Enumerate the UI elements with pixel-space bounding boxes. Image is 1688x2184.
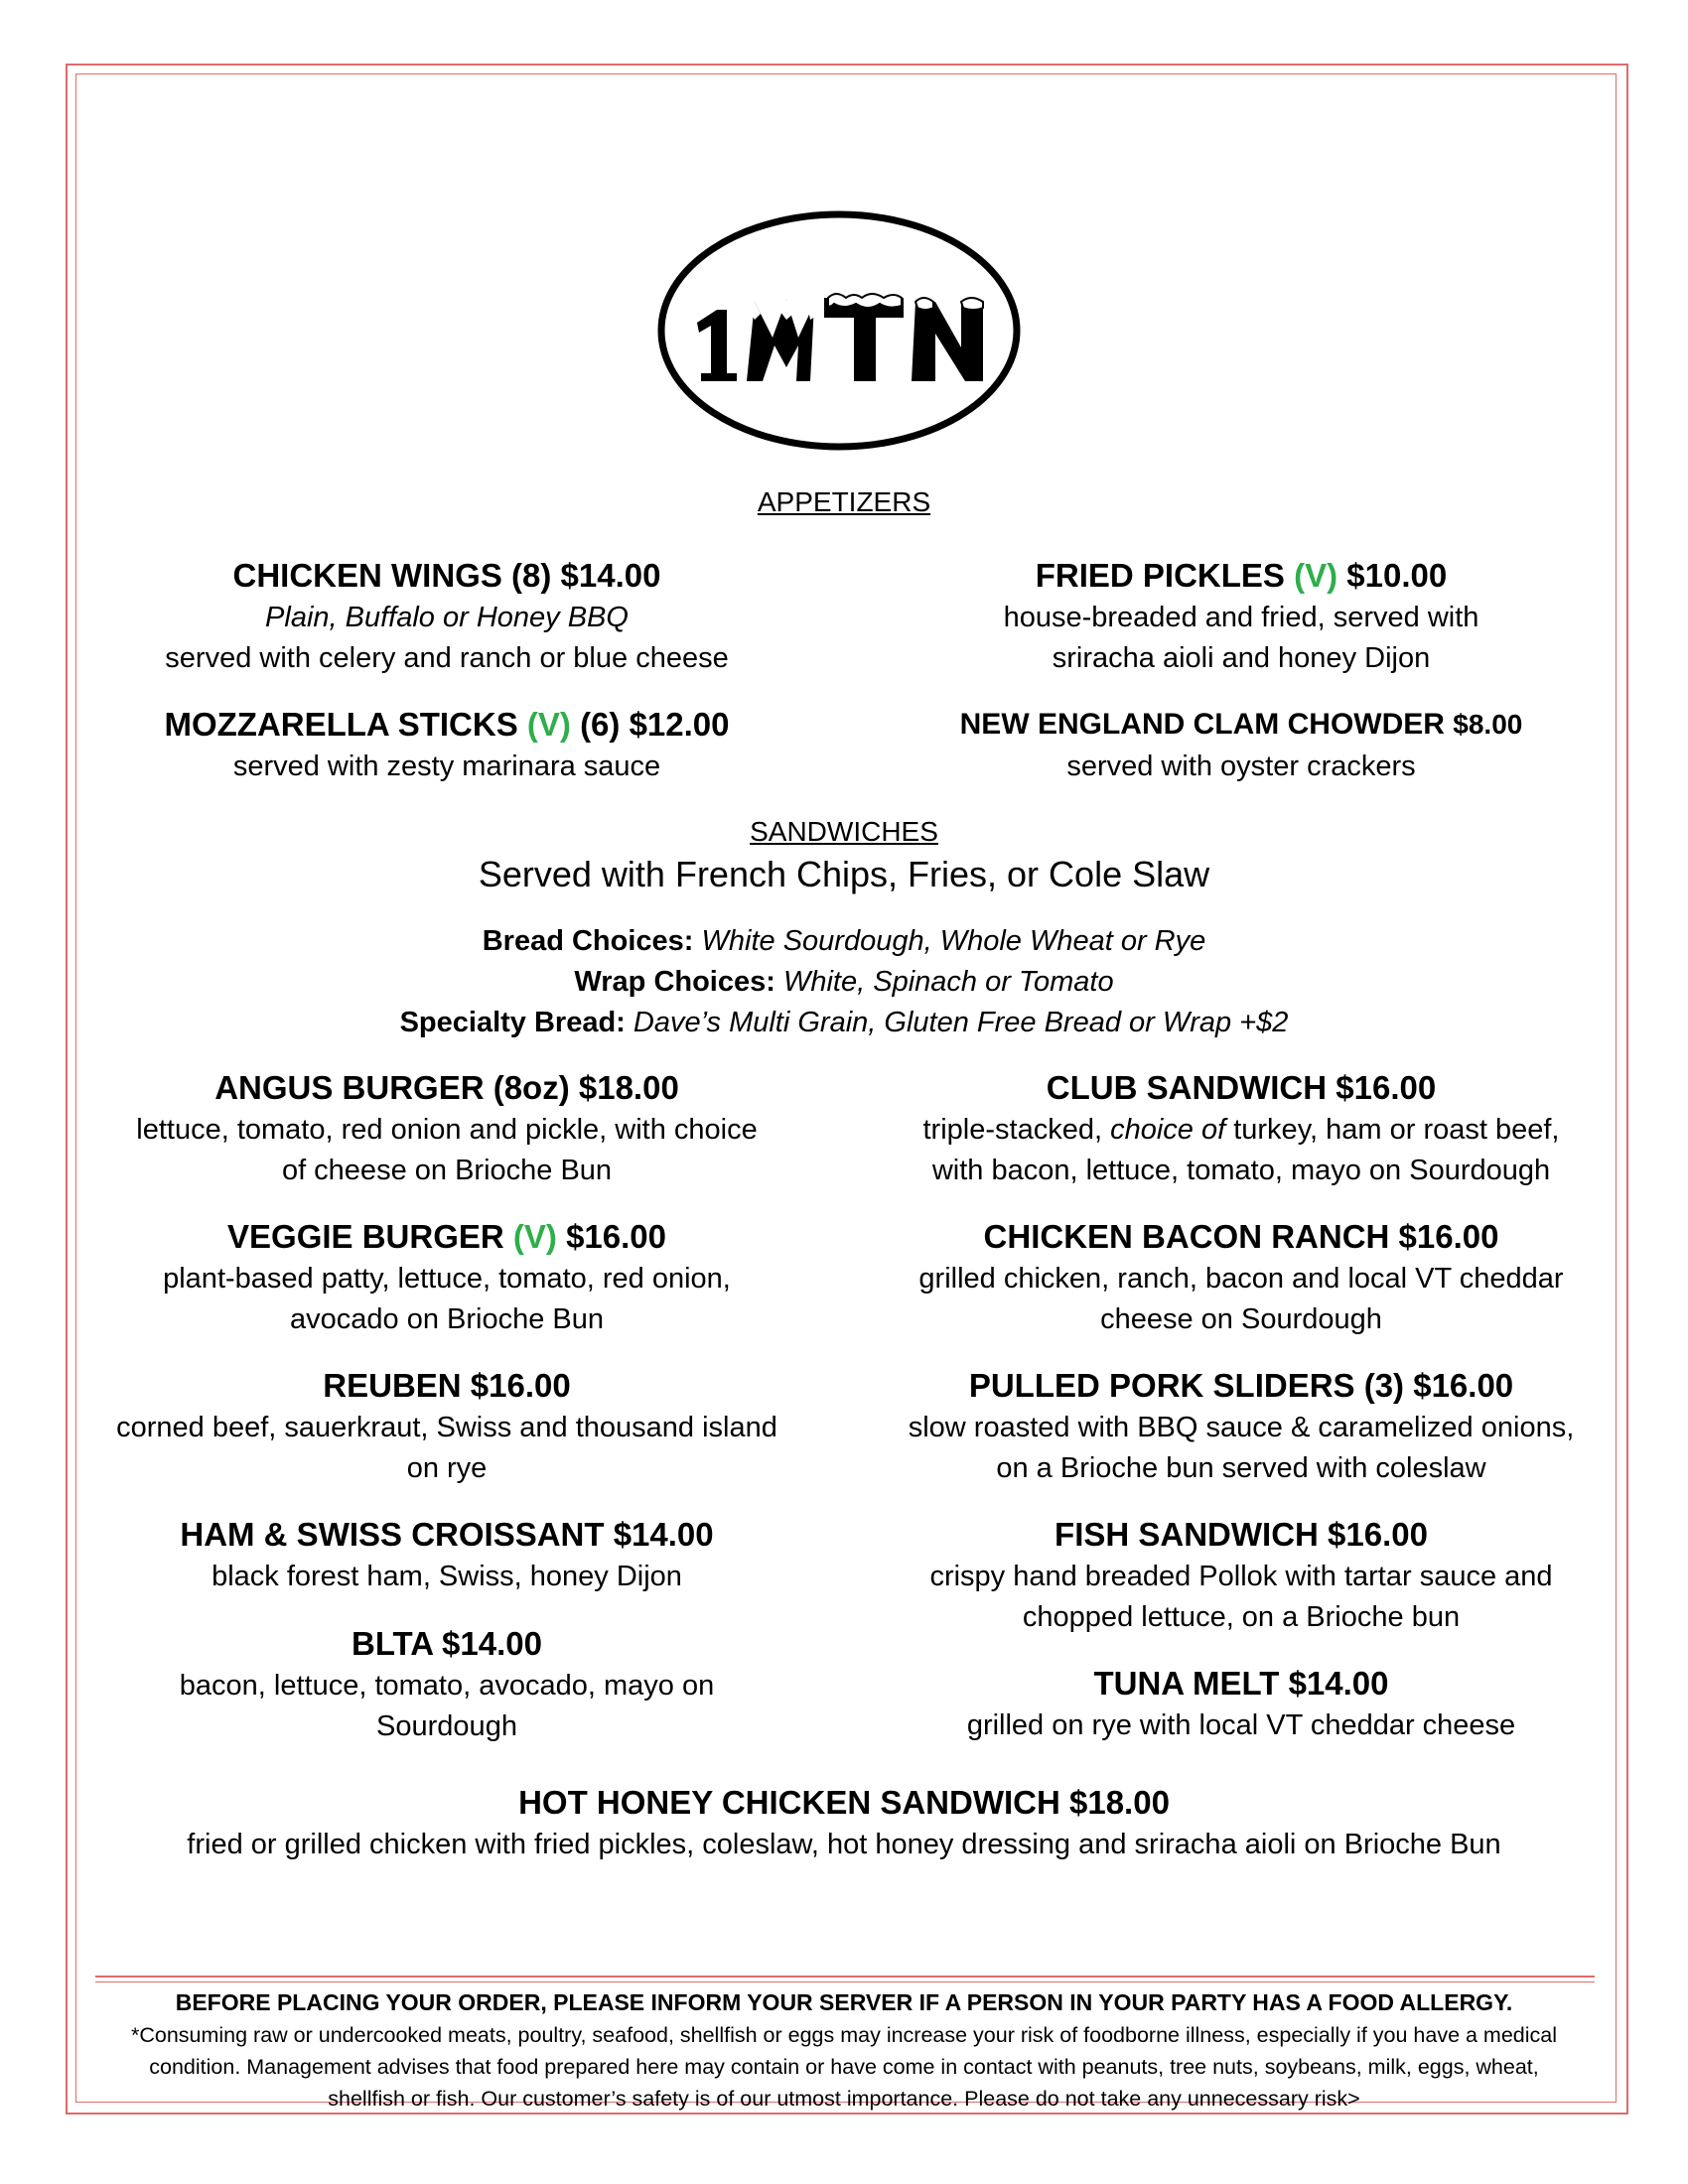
item-desc: crispy hand breaded Pollok with tartar sauce and — [929, 1561, 1553, 1592]
allergy-notice: BEFORE PLACING YOUR ORDER, PLEASE INFORM YOUR SERVER IF A PERSON IN YOUR PARTY HAS A FOOD ALLERGY. — [175, 1989, 1513, 2015]
item-desc: house-breaded and fried, served with — [1003, 602, 1479, 633]
item-desc: served with oyster crackers — [1066, 751, 1416, 782]
sandwiches-subtitle: Served with French Chips, Fries, or Cole Slaw — [478, 854, 1210, 894]
item-desc: Sourdough — [376, 1710, 517, 1742]
specialty-value: Dave’s Multi Grain, Gluten Free Bread or Wrap +$2 — [633, 1007, 1289, 1038]
menu-item-reuben — [89, 1364, 804, 1489]
vegetarian-badge: (V) — [512, 1218, 557, 1255]
wrap-value: White, Spinach or Tomato — [782, 966, 1114, 998]
menu-item-ham-swiss-croissant — [89, 1513, 804, 1597]
logo-1mtn — [655, 206, 1023, 455]
item-desc: corned beef, sauerkraut, Swiss and thousand island — [116, 1412, 777, 1443]
item-desc: avocado on Brioche Bun — [290, 1303, 604, 1335]
menu-item-hot-honey-chicken — [0, 1781, 1688, 1865]
item-name: ANGUS BURGER (8oz) $18.00 — [214, 1069, 679, 1106]
item-price: $14.00 — [560, 557, 661, 594]
item-desc: fried or grilled chicken with fried pickles, coleslaw, hot honey dressing and sriracha aioli on Brioche Bun — [187, 1829, 1501, 1860]
item-price: $16.00 — [566, 1218, 666, 1255]
bread-choices — [0, 921, 1688, 1043]
item-desc: bacon, lettuce, tomato, avocado, mayo on — [179, 1670, 715, 1702]
item-name: VEGGIE BURGER — [227, 1218, 504, 1255]
item-name: CLUB SANDWICH $16.00 — [1046, 1069, 1437, 1106]
item-name: TUNA MELT $14.00 — [1093, 1665, 1389, 1702]
bread-label: Bread Choices: — [482, 925, 694, 957]
item-desc-italic: choice of — [1110, 1114, 1226, 1146]
item-desc: grilled on rye with local VT cheddar cheese — [966, 1709, 1516, 1741]
item-name: NEW ENGLAND CLAM CHOWDER — [959, 708, 1445, 741]
menu-item-fish-sandwich — [874, 1513, 1609, 1638]
item-name: MOZZARELLA STICKS — [164, 706, 518, 743]
item-desc: slow roasted with BBQ sauce & caramelized onions, — [908, 1412, 1575, 1443]
menu-item-clam-chowder — [874, 703, 1609, 787]
item-name: REUBEN $16.00 — [323, 1367, 571, 1404]
item-desc: on rye — [406, 1452, 488, 1484]
bread-value: White Sourdough, Whole Wheat or Rye — [701, 925, 1206, 957]
item-desc: turkey, ham or roast beef, — [1233, 1114, 1560, 1146]
item-name: BLTA $14.00 — [352, 1625, 542, 1662]
item-name: CHICKEN WINGS (8) — [232, 557, 552, 594]
item-desc: sriracha aioli and honey Dijon — [1052, 642, 1431, 674]
item-desc-italic: Plain, Buffalo or Honey BBQ — [265, 602, 629, 633]
food-safety-disclaimer: *Consuming raw or undercooked meats, poultry, seafood, shellfish or eggs may increase your risk of foodborne illness, especially if you have a medical condition. Management advises that food prepared here may contain or have come in contact with peanuts, tree nuts, soybeans, milk, eggs, wheat, shellfish or fish. Our customer’s safety is of our utmost importance. Please do not take any unnecessary risk> — [130, 2023, 1558, 2111]
footer-divider — [95, 1981, 1595, 1982]
footer-divider — [95, 1976, 1595, 1978]
menu-item-tuna-melt — [874, 1662, 1609, 1746]
menu-item-chicken-wings — [89, 554, 804, 679]
appetizers-heading: APPETIZERS — [757, 486, 931, 517]
menu-item-chicken-bacon-ranch — [874, 1215, 1609, 1340]
menu-item-mozzarella-sticks — [89, 703, 804, 787]
item-price: $8.00 — [1453, 709, 1523, 740]
item-desc: grilled chicken, ranch, bacon and local VT cheddar — [918, 1263, 1564, 1295]
sandwiches-heading: SANDWICHES — [750, 816, 938, 847]
item-price: $12.00 — [629, 706, 730, 743]
item-desc: cheese on Sourdough — [1100, 1303, 1382, 1335]
item-desc: served with zesty marinara sauce — [232, 751, 661, 782]
menu-item-fried-pickles — [874, 554, 1609, 679]
item-name: HOT HONEY CHICKEN SANDWICH $18.00 — [518, 1784, 1170, 1821]
menu-item-angus-burger — [89, 1066, 804, 1191]
item-count: (6) — [580, 706, 621, 743]
item-name: FRIED PICKLES — [1035, 557, 1285, 594]
menu-item-blta — [89, 1622, 804, 1747]
item-desc: plant-based patty, lettuce, tomato, red onion, — [163, 1263, 731, 1295]
menu-item-veggie-burger — [89, 1215, 804, 1340]
item-desc: triple-stacked, — [922, 1114, 1103, 1146]
item-desc: chopped lettuce, on a Brioche bun — [1022, 1601, 1461, 1633]
item-desc: with bacon, lettuce, tomato, mayo on Sourdough — [931, 1155, 1551, 1186]
item-desc: lettuce, tomato, red onion and pickle, with choice — [136, 1114, 758, 1146]
vegetarian-badge: (V) — [1294, 557, 1338, 594]
item-desc: black forest ham, Swiss, honey Dijon — [211, 1561, 682, 1592]
wrap-label: Wrap Choices: — [574, 966, 775, 998]
item-desc: of cheese on Brioche Bun — [281, 1155, 613, 1186]
menu-item-club-sandwich — [874, 1066, 1609, 1191]
item-desc: on a Brioche bun served with coleslaw — [996, 1452, 1486, 1484]
menu-item-pulled-pork-sliders — [874, 1364, 1609, 1489]
item-name: CHICKEN BACON RANCH $16.00 — [983, 1218, 1499, 1255]
item-name: PULLED PORK SLIDERS (3) $16.00 — [968, 1367, 1514, 1404]
item-desc: served with celery and ranch or blue cheese — [165, 642, 729, 674]
item-price: $10.00 — [1346, 557, 1448, 594]
vegetarian-badge: (V) — [526, 706, 571, 743]
item-name: FISH SANDWICH $16.00 — [1055, 1516, 1428, 1553]
item-name: HAM & SWISS CROISSANT $14.00 — [180, 1516, 714, 1553]
specialty-label: Specialty Bread: — [399, 1007, 626, 1038]
